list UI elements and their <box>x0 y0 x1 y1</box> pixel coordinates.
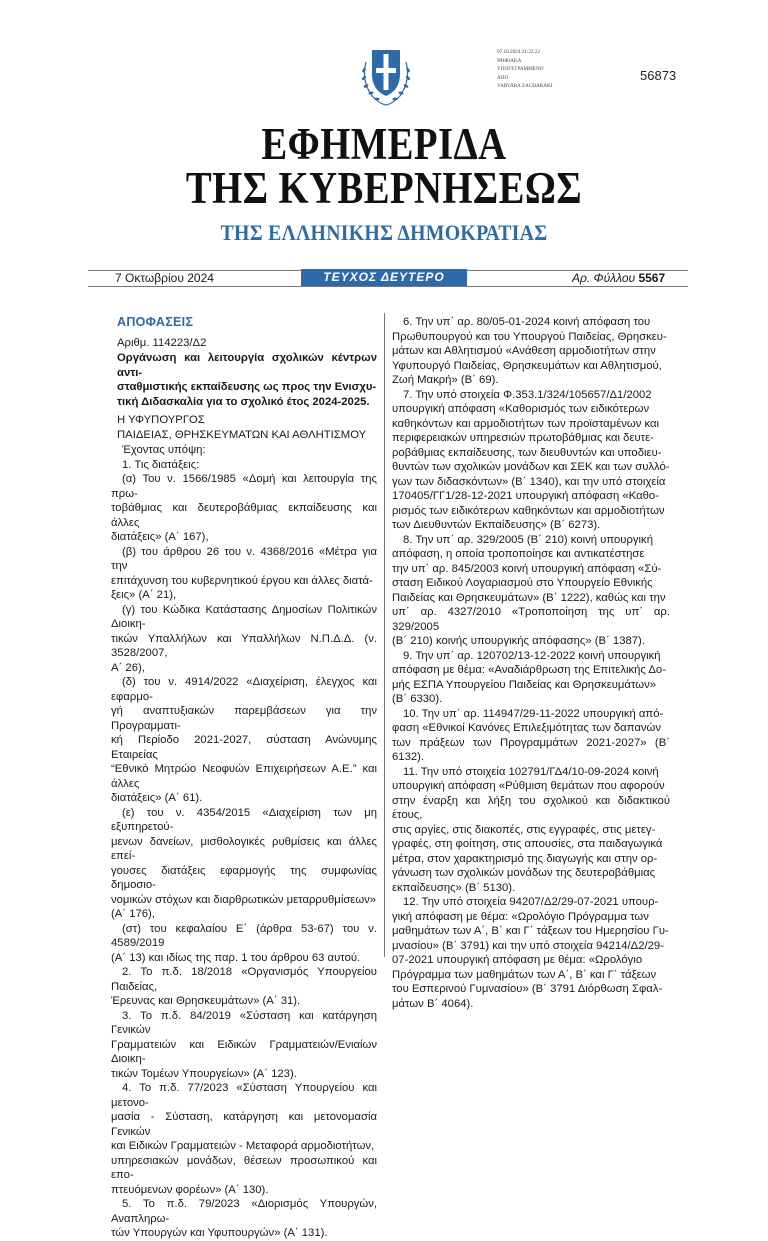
masthead-republic: ΤΗΣ ΕΛΛΗΝΙΚΗΣ ΔΗΜΟΚΡΑΤΙΑΣ <box>220 220 548 245</box>
paragraph: 9. Την υπ΄ αρ. 120702/13-12-2022 κοινή υπουργική απόφαση με θέμα: «Αναδιάρθρωση της Επιτελικής Δο- μής ΕΣΠΑ Υπουργείου Παιδείας και Θρησκευμάτων» (Β΄ 6330). <box>392 649 666 705</box>
paragraph: (β) του άρθρου 26 του ν. 4368/2016 «Μέτρα για την επιτάχυνση του κυβερνητικού έργου και άλλες διατά- ξεις» (Α΄ 21), <box>111 545 377 601</box>
issue-series-badge: ΤΕΥΧΟΣ ΔΕΥΤΕΡΟ <box>301 269 467 286</box>
paragraph: 1. Τις διατάξεις: <box>122 458 200 471</box>
sheet-value: 5567 <box>638 271 666 285</box>
minister-ministry: ΠΑΙΔΕΙΑΣ, ΘΡΗΣΚΕΥΜΑΤΩΝ ΚΑΙ ΑΘΛΗΤΙΣΜΟΥ <box>117 429 367 441</box>
paragraph: 6. Την υπ΄ αρ. 80/05-01-2024 κοινή απόφαση του Πρωθυπουργού και του Υπουργού Παιδείας, Θρησκευ- μάτων και Αθλητισμού «Ανάθεση αρμοδιοτήτων στην Υφυπουργό Παιδείας, Θρησκευμάτων και Αθλητισμού, Ζωή Μακρή» (Β΄ 69). <box>392 316 667 386</box>
digital-signature-stamp <box>497 48 577 91</box>
masthead-subtitle: ΤΗΣ ΚΥΒΕΡΝΗΣΕΩΣ <box>185 163 583 213</box>
section-title: ΑΠΟΦΑΣΕΙΣ <box>117 315 194 329</box>
paragraph: (στ) του κεφαλαίου Ε΄ (άρθρα 53-67) του ν. 4589/2019 (Α΄ 13) και ιδίως της παρ. 1 του άρθρου 63 αυτού. <box>111 922 377 964</box>
signature-line: ΑΠΟ <box>497 74 509 81</box>
column-divider <box>384 313 385 957</box>
minister-heading <box>111 413 377 443</box>
signature-line: ΨΗΦΙΑΚΑ <box>497 57 522 64</box>
paragraph: (δ) του ν. 4914/2022 «Διαχείριση, έλεγχος και εφαρμο- γή αναπτυξιακών παρεμβάσεων για την Προγραμματι- κή Περίοδο 2021-2027, σύσταση Ανώνυμης Εταιρείας “Εθνικό Μητρώο Νεοφυών Επιχειρήσεων Α.Ε.” και άλλες διατάξεις» (Α΄ 61). <box>111 676 377 804</box>
paragraph: 5. Το π.δ. 79/2023 «Διορισμός Υπουργών, Αναπληρω- τών Υπουργών και Υφυπουργών» (Α΄ 131). <box>111 1198 377 1239</box>
signature-line: VARVARA ZACHARAKI <box>497 83 553 90</box>
paragraph: 7. Την υπό στοιχεία Φ.353.1/324/105657/Δ1/2002 υπουργική απόφαση «Καθορισμός των ειδικότερων καθηκόντων και αρμοδιοτήτων των προϊσταμένων και περιφερειακών υπηρεσιών πρωτοβάθμιας και δευτε- ροβάθμιας εκπαίδευσης, των διευθυντών και υποδιευ- θυντών των σχολικών μονάδων και ΣΕΚ και των συλλό- γων των διδασκόντων» (Β΄ 1340), και την υπό στοιχεία 170405/ΓΓ1/28-12-2021 υπουργική απόφαση «Καθο- ρισμός των ειδικότερων καθηκόντων και αρμοδιοτήτων των Διευθυντών Εκπαίδευσης» (Β΄ 6273). <box>392 388 670 531</box>
decision-title: Οργάνωση και λειτουργία σχολικών κέντρων αντι- σταθμιστικής εκπαίδευσης ως προς την Ενισχυ- τική Διδασκαλία για το σχολικό έτος 2024-2025. <box>117 352 377 408</box>
decision-number: Αριθμ. 114223/Δ2 <box>117 336 207 349</box>
paragraph: 4. Το π.δ. 77/2023 «Σύσταση Υπουργείου και μετονο- μασία - Σύσταση, κατάργηση και μετονομασία Γενικών και Ειδικών Γραμματειών - Μεταφορά αρμοδιοτήτων, υπηρεσιακών μονάδων, θέσεων προσωπικού και επο- πτευόμενων φορέων» (Α΄ 130). <box>111 1082 377 1196</box>
issue-date: 7 Οκτωβρίου 2024 <box>115 271 214 285</box>
paragraph: 2. Το π.δ. 18/2018 «Οργανισμός Υπουργείου Παιδείας, Έρευνας και Θρησκευμάτων» (Α΄ 31). <box>111 966 377 1007</box>
paragraph: 3. Το π.δ. 84/2019 «Σύσταση και κατάργηση Γενικών Γραμματειών και Ειδικών Γραμματειών/Ενιαίων Διοικη- τικών Τομέων Υπουργείων» (Α΄ 123). <box>111 1009 377 1080</box>
paragraph: 12. Την υπό στοιχεία 94207/Δ2/29-07-2021 υπουρ- γική απόφαση με θέμα: «Ωρολόγιο Πρόγραμμα των μαθημάτων των Α΄, Β΄ και Γ΄ τάξεων του Ημερησίου Γυ- μνασίου» (Β΄ 3791) και την υπό στοιχεία 94214/Δ2/29- 07-2021 υπουργική απόφαση με θέμα: «Ωρολόγιο Πρόγραμμα των μαθημάτων των Α΄, Β΄ και Γ΄ τάξεων του Εσπερινού Γυμνασίου» (Β΄ 3791 Διόρθωση Σφαλ- μάτων Β΄ 4064). <box>392 896 669 1010</box>
greek-coat-of-arms-icon <box>358 40 414 108</box>
paragraph: (ε) του ν. 4354/2015 «Διαχείριση των μη εξυπηρετού- μενων δανείων, μισθολογικές ρυθμίσεις και άλλες επεί- γουσες διατάξεις εφαρμογής της συμφωνίας δημοσιο- νομικών στόχων και διαρθρωτικών μεταρρυθμίσεων» (Α΄ 176), <box>111 806 377 920</box>
paragraph: (γ) του Κώδικα Κατάστασης Δημοσίων Πολιτικών Διοικη- τικών Υπαλλήλων και Υπαλλήλων Ν.Π.Δ.Δ. (ν. 3528/2007, Α΄ 26), <box>111 603 377 674</box>
masthead-title: ΕΦΗΜΕΡΙΔΑ <box>261 119 507 169</box>
right-column <box>392 315 670 1011</box>
paragraph: 10. Την υπ΄ αρ. 114947/29-11-2022 υπουργική από- φαση «Εθνικοί Κανόνες Επιλεξιμότητας των δαπανών των πράξεων των Προγραμμάτων 2021-2027» (Β΄ 6132). <box>392 707 670 763</box>
signature-line: 07.10.2024 21:32:22 <box>497 49 541 55</box>
sheet-number <box>572 271 665 285</box>
paragraph: Έχοντας υπόψη: <box>122 444 206 456</box>
left-column <box>111 315 377 1241</box>
minister-role: Η ΥΦΥΠΟΥΡΓΟΣ <box>117 414 205 426</box>
paragraph: (α) Του ν. 1566/1985 «Δομή και λειτουργία της πρω- τοβάθμιας και δευτεροβάθμιας εκπαίδευσης και άλλες διατάξεις» (Α΄ 167), <box>111 473 377 543</box>
sheet-label: Αρ. Φύλλου <box>572 271 636 285</box>
signature-line: ΥΠΟΓΕΓΡΑΜΜΕΝΟ <box>497 66 544 73</box>
paragraph: 8. Την υπ΄ αρ. 329/2005 (Β΄ 210) κοινή υπουργική απόφαση, η οποία τροποποίησε και αντικατέστησε την υπ΄ αρ. 845/2003 κοινή υπουργική απόφαση «Σύ- σταση Ειδικού Λογαριασμού στο Υπουργείο Εθνικής Παιδείας και Θρησκευμάτων» (Β΄ 1222), καθώς και την υπ΄ αρ. 4327/2010 «Τροποποίηση της υπ΄ αρ. 329/2005 (Β΄ 210) κοινής υπουργικής απόφασης» (Β΄ 1387). <box>392 533 670 647</box>
paragraph: 11. Την υπό στοιχεία 102791/ΓΔ4/10-09-2024 κοινή υπουργική απόφαση «Ρύθμιση θεμάτων που αφορούν στην έναρξη και λήξη του σχολικού και διδακτικού έτους, στις αργίες, στις διακοπές, στις εγγραφές, στις μετεγ- γραφές, στη φοίτηση, στις απουσίες, στα παιδαγωγικά μέτρα, στον χαρακτηρισμό της διαγωγής και στην ορ- γάνωση των σχολικών μονάδων της δευτεροβάθμιας εκπαίδευσης» (Β΄ 5130). <box>392 765 670 894</box>
divider-bottom <box>88 286 688 287</box>
fek-page-number: 56873 <box>640 68 677 83</box>
